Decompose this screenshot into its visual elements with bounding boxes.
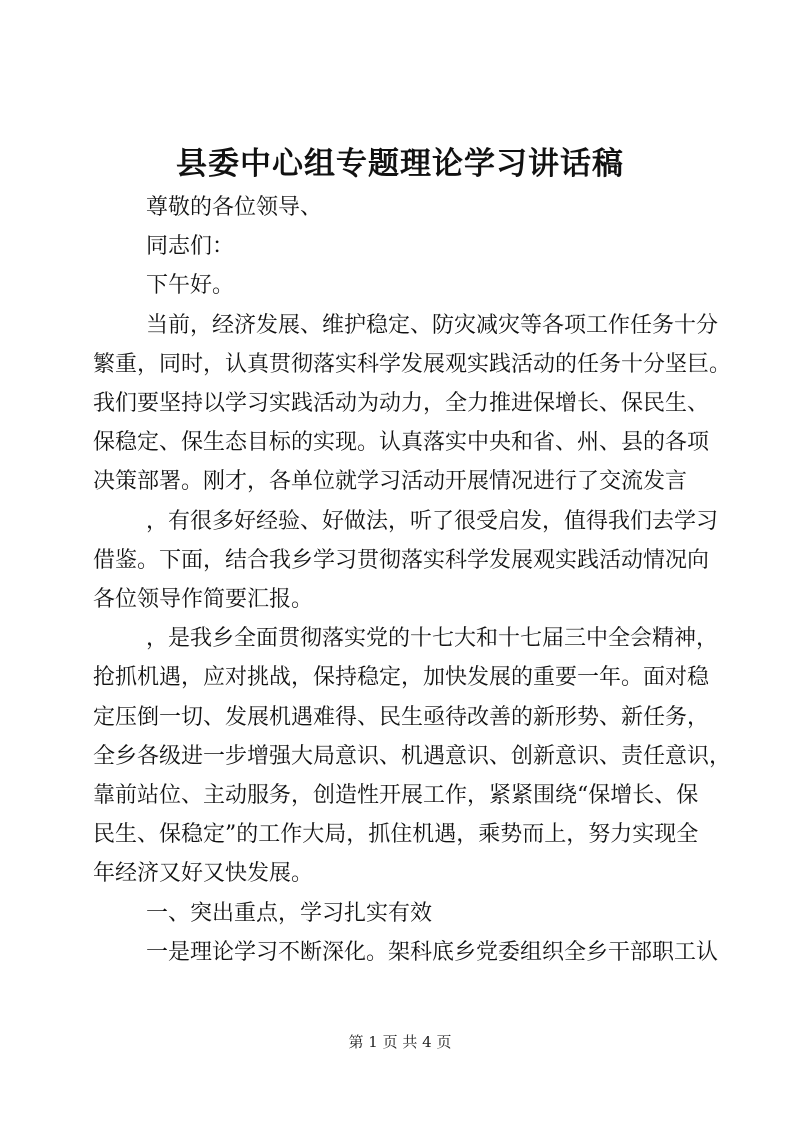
- document-title: 县委中心组专题理论学习讲话稿: [176, 146, 624, 182]
- body-line: ，有很多好经验、好做法，听了很受启发，值得我们去学习: [146, 508, 719, 534]
- document-body: [93, 188, 732, 972]
- body-line: 我们要坚持以学习实践活动为动力，全力推进保增长、保民生、: [93, 391, 710, 417]
- body-line: 同志们：: [146, 234, 235, 260]
- body-line: 年经济又好又快发展。: [93, 861, 314, 887]
- body-line: 靠前站位、主动服务，创造性开展工作，紧紧围绕“保增长、保: [93, 783, 699, 809]
- body-line: 决策部署。刚才，各单位就学习活动开展情况进行了交流发言: [93, 469, 688, 495]
- body-line: 繁重，同时，认真贯彻落实科学发展观实践活动的任务十分坚巨。: [93, 351, 732, 377]
- body-line: ，是我乡全面贯彻落实党的十七大和十七届三中全会精神，: [146, 626, 719, 652]
- body-line: 一是理论学习不断深化。架科底乡党委组织全乡干部职工认: [146, 939, 719, 965]
- body-line: 尊敬的各位领导、: [146, 195, 323, 220]
- body-line: 定压倒一切、发展机遇难得、民生亟待改善的新形势、新任务，: [93, 704, 710, 730]
- body-line: 下午好。: [146, 273, 235, 299]
- body-line: 保稳定、保生态目标的实现。认真落实中央和省、州、县的各项: [93, 430, 710, 456]
- body-line: 借鉴。下面，结合我乡学习贯彻落实科学发展观实践活动情况向: [93, 547, 710, 573]
- body-line: 民生、保稳定”的工作大局，抓住机遇，乘势而上，努力实现全: [93, 822, 699, 848]
- body-line: 一、突出重点，学习扎实有效: [146, 900, 433, 926]
- body-line: 全乡各级进一步增强大局意识、机遇意识、创新意识、责任意识，: [93, 743, 732, 769]
- body-line: 当前，经济发展、维护稳定、防灾减灾等各项工作任务十分: [146, 312, 719, 338]
- body-line: 抢抓机遇，应对挑战，保持稳定，加快发展的重要一年。面对稳: [93, 665, 710, 691]
- body-line: 各位领导作简要汇报。: [93, 587, 314, 613]
- page-footer: 第 1 页 共 4 页: [348, 1033, 452, 1051]
